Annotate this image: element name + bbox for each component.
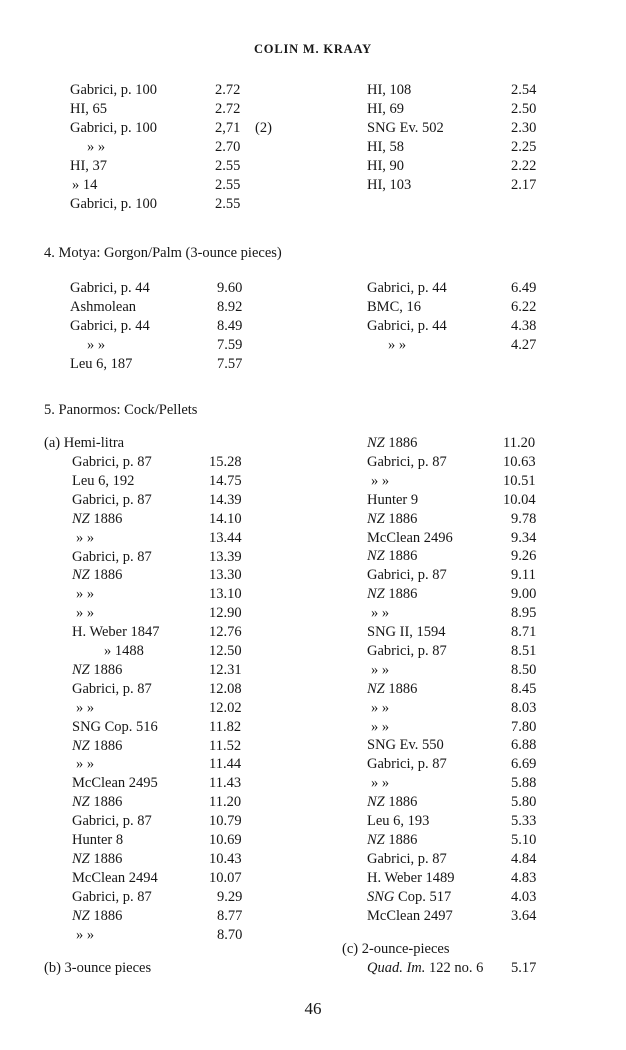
table-row-note: (2): [255, 120, 272, 136]
table-row-weight: 2.30: [511, 120, 537, 136]
table-row-ref: Hunter 9: [367, 492, 419, 508]
table-row-weight: 5.88: [511, 775, 537, 791]
table-row-weight: 12.31: [209, 662, 242, 678]
table-row-ref: HI, 37: [70, 158, 108, 174]
table-row-weight: 14.75: [209, 473, 242, 489]
table-row-ref: NZ 1886: [367, 548, 418, 564]
table-row-ref: H. Weber 1489: [367, 870, 455, 886]
table-row-weight: 13.39: [209, 549, 242, 565]
table-row-weight: 4.27: [511, 337, 537, 353]
table-row-weight: 2.72: [215, 101, 241, 117]
table-row-ref: Gabrici, p. 87: [72, 454, 152, 470]
table-row-ref: McClean 2495: [72, 775, 158, 791]
table-row-weight: 6.22: [511, 299, 537, 315]
section-heading: 4. Motya: Gorgon/Palm (3-ounce pieces): [44, 245, 282, 261]
table-row-weight: 8.71: [511, 624, 537, 640]
subsection-label: (b) 3-ounce pieces: [44, 960, 152, 976]
table-row-weight: 11.44: [209, 756, 242, 772]
table-row-weight: 9.60: [217, 280, 243, 296]
table-row-ref: Leu 6, 192: [72, 473, 135, 489]
table-row-weight: 10.04: [503, 492, 536, 508]
table-row-weight: 5.17: [511, 960, 537, 976]
table-row-ref: Gabrici, p. 87: [367, 851, 447, 867]
table-row-ref: SNG Ev. 502: [367, 120, 444, 136]
table-row-ref: Gabrici, p. 87: [72, 889, 152, 905]
table-row-weight: 2.55: [215, 158, 241, 174]
table-row-weight: 8.92: [217, 299, 243, 315]
table-row-weight: 5.10: [511, 832, 537, 848]
table-row-weight: 13.10: [209, 586, 242, 602]
table-row-weight: 11.52: [209, 738, 242, 754]
ref-italic: Quad. Im.: [367, 960, 426, 976]
table-row-ref: NZ 1886: [72, 794, 123, 810]
table-row-weight: 8.77: [217, 908, 243, 924]
table-row-ref: » 14: [72, 177, 98, 193]
table-row-ref: NZ 1886: [72, 511, 123, 527]
table-row-ref: » 1488: [104, 643, 144, 659]
table-row-weight: 10.79: [209, 813, 242, 829]
table-row-ref: HI, 69: [367, 101, 405, 117]
table-row-weight: 8.50: [511, 662, 537, 678]
table-row-ref: » »: [76, 927, 95, 943]
running-head: COLIN M. KRAAY: [253, 42, 373, 56]
table-row-ref: NZ 1886: [72, 908, 123, 924]
table-row-ref: Gabrici, p. 87: [72, 813, 152, 829]
table-row-ref: » »: [87, 337, 106, 353]
table-row-weight: 2.55: [215, 177, 241, 193]
table-row-weight: 12.90: [209, 605, 242, 621]
table-row-weight: 12.02: [209, 700, 242, 716]
table-row-ref: » »: [76, 700, 95, 716]
table-row-ref: » »: [371, 662, 390, 678]
table-row-ref: » »: [371, 605, 390, 621]
table-row-weight: 9.34: [511, 530, 537, 546]
table-row-weight: 8.49: [217, 318, 243, 334]
table-row-ref: Gabrici, p. 87: [367, 756, 447, 772]
table-row-weight: 2.50: [511, 101, 537, 117]
table-row-weight: 11.43: [209, 775, 242, 791]
table-row-weight: 2.70: [215, 139, 241, 155]
table-row-ref: NZ 1886: [72, 738, 123, 754]
table-row-weight: 2.22: [511, 158, 537, 174]
table-row-ref: NZ 1886: [72, 567, 123, 583]
table-row-ref: McClean 2496: [367, 530, 453, 546]
table-row-ref: HI, 65: [70, 101, 108, 117]
table-row-ref: SNG Cop. 517: [367, 889, 452, 905]
table-row-ref: McClean 2494: [72, 870, 158, 886]
table-row-ref: Gabrici, p. 44: [367, 318, 447, 334]
table-row-weight: 8.70: [217, 927, 243, 943]
subsection-label: (a) Hemi-litra: [44, 435, 125, 451]
table-row-weight: 13.30: [209, 567, 242, 583]
table-row-weight: 6.69: [511, 756, 537, 772]
table-row-weight: 2.17: [511, 177, 537, 193]
table-row-ref: McClean 2497: [367, 908, 453, 924]
table-row-ref: Gabrici, p. 87: [367, 643, 447, 659]
table-row-weight: 8.03: [511, 700, 537, 716]
table-row-weight: 10.69: [209, 832, 242, 848]
table-row-ref: NZ 1886: [72, 851, 123, 867]
table-row-ref: SNG II, 1594: [367, 624, 446, 640]
table-row-weight: 5.80: [511, 794, 537, 810]
table-row-ref: NZ 1886: [367, 794, 418, 810]
table-row-ref: » »: [371, 473, 390, 489]
table-row-ref: » »: [388, 337, 407, 353]
table-row-weight: 10.63: [503, 454, 536, 470]
table-row-ref: Gabrici, p. 100: [70, 196, 157, 212]
table-row-ref: Gabrici, p. 87: [72, 549, 152, 565]
table-row-ref: H. Weber 1847: [72, 624, 160, 640]
table-row-weight: 12.76: [209, 624, 242, 640]
table-row-ref: Leu 6, 193: [367, 813, 430, 829]
table-row-weight: 4.84: [511, 851, 537, 867]
table-row-weight: 9.78: [511, 511, 537, 527]
table-row-ref: HI, 103: [367, 177, 412, 193]
table-row-ref: Gabrici, p. 100: [70, 82, 157, 98]
table-row-ref: Gabrici, p. 87: [72, 492, 152, 508]
table-row-ref: NZ 1886: [72, 662, 123, 678]
table-row-weight: 10.43: [209, 851, 242, 867]
table-row-weight: 15.28: [209, 454, 242, 470]
table-row-ref: Gabrici, p. 44: [70, 318, 150, 334]
table-row-ref: Gabrici, p. 44: [367, 280, 447, 296]
table-row-weight: 14.10: [209, 511, 242, 527]
table-row-ref: Ashmolean: [70, 299, 137, 315]
table-row-ref: » »: [371, 700, 390, 716]
table-row-weight: 3.64: [511, 908, 537, 924]
table-row-weight: 9.11: [511, 567, 536, 583]
table-row-weight: 2.72: [215, 82, 241, 98]
table-row-weight: 7.59: [217, 337, 243, 353]
table-row-ref: NZ 1886: [367, 435, 418, 451]
table-row-ref: Gabrici, p. 100: [70, 120, 157, 136]
table-row-ref: Gabrici, p. 44: [70, 280, 150, 296]
table-row-weight: 2.54: [511, 82, 537, 98]
table-row-weight: 6.49: [511, 280, 537, 296]
table-row-ref: HI, 108: [367, 82, 412, 98]
table-row-weight: 10.07: [209, 870, 242, 886]
table-row-weight: 2,71: [215, 120, 241, 136]
table-row-weight: 9.29: [217, 889, 243, 905]
table-row-ref: NZ 1886: [367, 511, 418, 527]
table-row-ref: Gabrici, p. 87: [367, 567, 447, 583]
table-row-ref: SNG Ev. 550: [367, 737, 444, 753]
table-row-ref: NZ 1886: [367, 832, 418, 848]
table-row-ref: NZ 1886: [367, 681, 418, 697]
table-row-weight: 9.00: [511, 586, 537, 602]
table-row-weight: 5.33: [511, 813, 537, 829]
table-row-weight: 8.51: [511, 643, 537, 659]
subsection-label: (c) 2-ounce-pieces: [342, 941, 450, 957]
table-row-ref: SNG Cop. 516: [72, 719, 158, 735]
table-row-weight: 11.20: [209, 794, 242, 810]
table-row-weight: 12.50: [209, 643, 242, 659]
table-row-weight: 4.83: [511, 870, 537, 886]
table-row-weight: 6.88: [511, 737, 537, 753]
table-row-weight: 11.20: [503, 435, 536, 451]
section-heading: 5. Panormos: Cock/Pellets: [44, 402, 198, 418]
table-row-ref: Hunter 8: [72, 832, 124, 848]
table-row-weight: 7.57: [217, 356, 243, 372]
table-row-weight: 9.26: [511, 548, 537, 564]
table-row-weight: 13.44: [209, 530, 242, 546]
page-number: 46: [304, 999, 322, 1018]
table-row-weight: 7.80: [511, 719, 537, 735]
table-row-ref: » »: [76, 605, 95, 621]
table-row-ref: HI, 58: [367, 139, 405, 155]
table-row-ref: » »: [87, 139, 106, 155]
table-row-ref: » »: [371, 775, 390, 791]
table-row-weight: 11.82: [209, 719, 242, 735]
table-row-weight: 12.08: [209, 681, 242, 697]
table-row-weight: 14.39: [209, 492, 242, 508]
table-row-ref: Gabrici, p. 87: [72, 681, 152, 697]
table-row-ref: » »: [76, 756, 95, 772]
table-row-ref: » »: [76, 586, 95, 602]
table-row-ref: HI, 90: [367, 158, 405, 174]
table-row-ref: Quad. Im. 122 no. 6: [367, 960, 484, 976]
table-row-ref: » »: [371, 719, 390, 735]
table-row-weight: 2.25: [511, 139, 537, 155]
table-row-weight: 4.03: [511, 889, 537, 905]
table-row-ref: » »: [76, 530, 95, 546]
table-row-weight: 10.51: [503, 473, 536, 489]
table-row-weight: 8.95: [511, 605, 537, 621]
table-row-ref: Gabrici, p. 87: [367, 454, 447, 470]
table-row-weight: 4.38: [511, 318, 537, 334]
table-row-ref: BMC, 16: [367, 299, 421, 315]
table-row-weight: 2.55: [215, 196, 241, 212]
table-row-weight: 8.45: [511, 681, 537, 697]
table-row-ref: NZ 1886: [367, 586, 418, 602]
table-row-ref: Leu 6, 187: [70, 356, 133, 372]
